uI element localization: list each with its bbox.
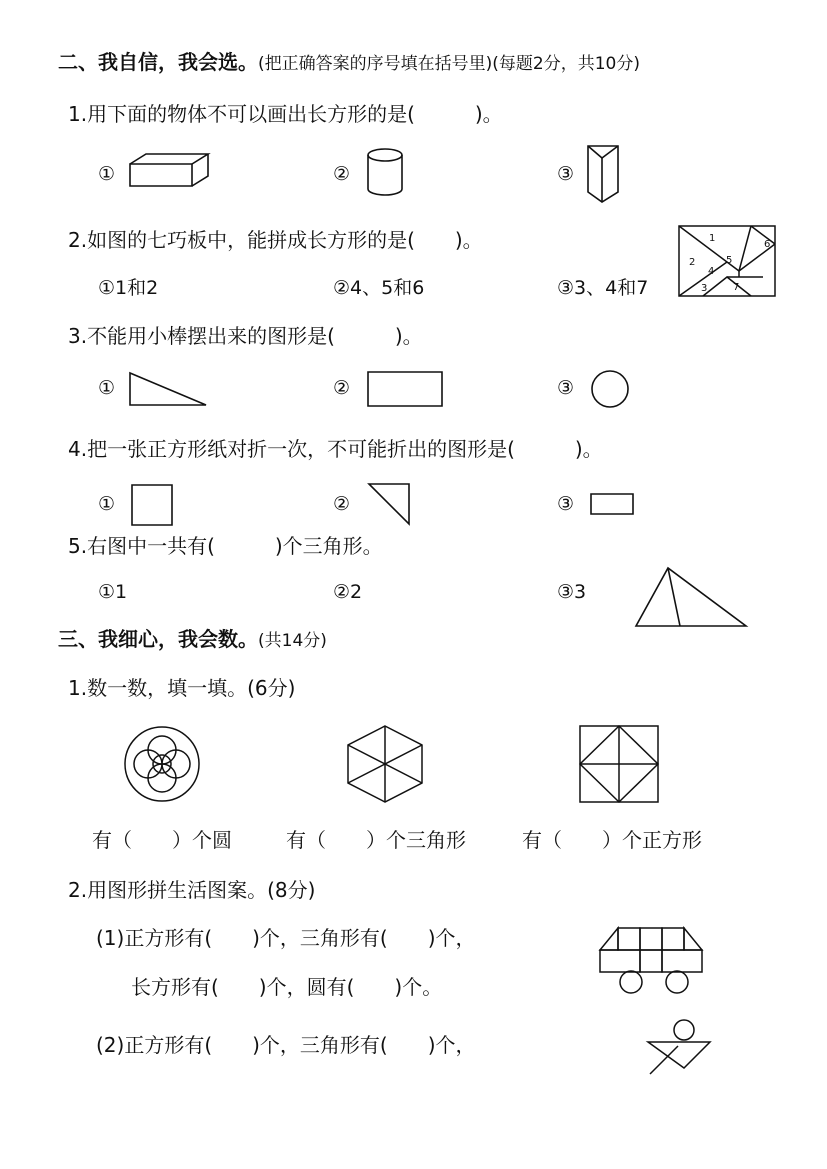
figure-pattern-figure	[644, 1018, 716, 1076]
s3q1-answer-triangles: 有（ ）个三角形	[286, 828, 466, 852]
q4-stem: 4.把一张正方形纸对折一次，不可能折出的图形是( )。	[68, 437, 603, 461]
nested-squares-figure	[578, 724, 660, 804]
q1-stem: 1.用下面的物体不可以画出长方形的是( )。	[68, 102, 503, 126]
folded-triangle-figure	[366, 481, 412, 527]
tangram-label-4: 4	[708, 266, 715, 277]
section2-note: (把正确答案的序号填在括号里)(每题2分，共10分)	[258, 54, 640, 74]
right-triangle-figure	[127, 370, 209, 408]
q3-option-3: ③	[557, 377, 575, 399]
triangle-count-figure	[634, 565, 750, 629]
q5-stem: 5.右图中一共有( )个三角形。	[68, 534, 383, 558]
q2-stem: 2.如图的七巧板中，能拼成长方形的是( )。	[68, 228, 483, 252]
q3-stem: 3.不能用小棒摆出来的图形是( )。	[68, 324, 423, 348]
small-rectangle-figure	[589, 492, 635, 516]
section3-title	[58, 627, 327, 653]
section2-title-text: 二、我自信，我会选。	[58, 50, 258, 74]
section2-title	[58, 50, 640, 76]
s3q2-part1-line1: (1)正方形有( )个，三角形有( )个，	[96, 926, 476, 950]
tangram-label-7: 7	[733, 282, 740, 293]
q1-option-3: ③	[557, 163, 575, 185]
s3q1-stem: 1.数一数，填一填。(6分)	[68, 676, 296, 700]
q3-option-2: ②	[333, 377, 351, 399]
q5-option-2: ②2	[333, 581, 363, 603]
q2-option-2: ②4、5和6	[333, 277, 425, 299]
q1-option-2: ②	[333, 163, 351, 185]
cylinder-figure	[364, 147, 408, 199]
tangram-label-2: 2	[689, 257, 696, 268]
q2-option-1: ①1和2	[98, 277, 159, 299]
cuboid-figure	[128, 152, 212, 192]
s3q1-answer-circles: 有（ ）个圆	[92, 828, 232, 852]
q4-option-1: ①	[98, 493, 116, 515]
s3q2-part1-line2: 长方形有( )个，圆有( )个。	[131, 975, 443, 999]
q4-option-2: ②	[333, 493, 351, 515]
section3-title-text: 三、我细心，我会数。	[58, 627, 258, 651]
tangram-figure	[678, 225, 776, 297]
section3-note: (共14分)	[258, 631, 327, 651]
rectangle-figure	[366, 370, 444, 408]
q5-option-1: ①1	[98, 581, 128, 603]
s3q2-stem: 2.用图形拼生活图案。(8分)	[68, 878, 316, 902]
tangram-label-1: 1	[709, 233, 716, 244]
q4-option-3: ③	[557, 493, 575, 515]
s3q2-part2-line1: (2)正方形有( )个，三角形有( )个，	[96, 1033, 476, 1057]
car-pattern-figure	[598, 924, 710, 996]
tangram-label-6: 6	[764, 239, 771, 250]
q3-option-1: ①	[98, 377, 116, 399]
q5-option-3: ③3	[557, 581, 587, 603]
circle-figure	[589, 368, 631, 410]
circles-figure	[122, 724, 202, 804]
square-figure	[130, 483, 174, 527]
tangram-label-3: 3	[701, 283, 708, 294]
triangular-prism-figure	[586, 144, 620, 206]
q2-option-3: ③3、4和7	[557, 277, 649, 299]
q1-option-1: ①	[98, 163, 116, 185]
s3q1-answer-squares: 有（ ）个正方形	[522, 828, 702, 852]
tangram-label-5: 5	[726, 255, 733, 266]
hexagon-figure	[344, 724, 426, 804]
